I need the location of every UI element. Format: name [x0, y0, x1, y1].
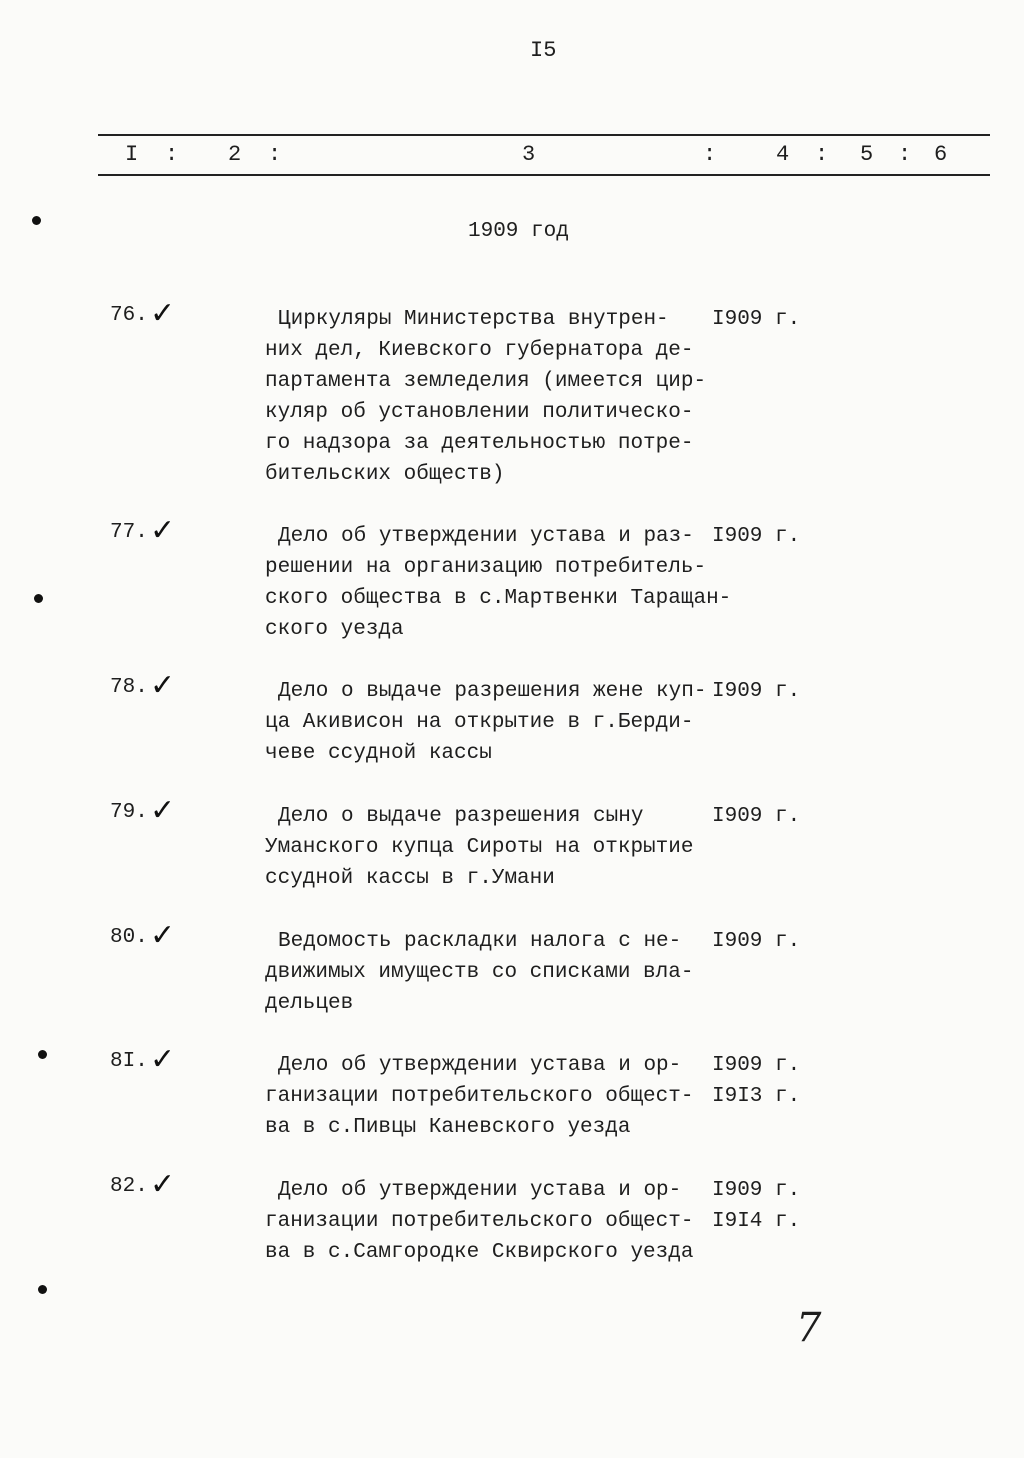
entry-dates	[712, 1050, 800, 1112]
column-separator: :	[815, 142, 829, 167]
entry-title-line: движимых имуществ со списками вла-	[265, 961, 694, 984]
checkmark-icon: ✓	[150, 296, 176, 331]
column-header-5: 5	[860, 142, 874, 167]
handwritten-sheet-number: 7	[796, 1305, 822, 1351]
entry-title	[265, 1050, 693, 1143]
checkmark-icon: ✓	[150, 918, 176, 953]
entry-title-line: ва в с.Самгородке Сквирского уезда	[265, 1241, 694, 1264]
column-header-3: 3	[522, 142, 536, 167]
punch-hole-mark	[32, 216, 41, 225]
column-header-4: 4	[776, 142, 790, 167]
entry-title-line: ца Акивисон на открытие в г.Берди-	[265, 711, 694, 734]
entry-title	[265, 1175, 693, 1268]
column-separator: :	[703, 142, 717, 167]
entry-number: 77.	[110, 521, 148, 544]
entry-title	[265, 926, 693, 1019]
column-separator: :	[268, 142, 282, 167]
entry-title-line: Дело об утверждении устава и раз-	[278, 525, 694, 548]
column-header-2: 2	[228, 142, 242, 167]
checkmark-icon: ✓	[150, 668, 176, 703]
entry-title	[265, 801, 693, 894]
entry-year: I909 г.	[712, 680, 801, 703]
entry-title-line: Уманского купца Сироты на открытие	[265, 836, 694, 859]
entry-dates	[712, 1175, 800, 1237]
punch-hole-mark	[38, 1285, 47, 1294]
entry-title-line: них дел, Киевского губернатора де-	[265, 339, 694, 362]
entry-title-line: Дело об утверждении устава и ор-	[278, 1054, 682, 1077]
checkmark-icon: ✓	[150, 1042, 176, 1077]
header-rule-top	[98, 134, 990, 136]
entry-title	[265, 676, 706, 769]
entry-title-line: Дело о выдаче разрешения сыну	[278, 805, 644, 828]
entry-number: 78.	[110, 676, 148, 699]
punch-hole-mark	[38, 1050, 47, 1059]
entry-title-line: партамента земледелия (имеется цир-	[265, 370, 707, 393]
entry-dates	[712, 676, 800, 707]
entry-year: I9I4 г.	[712, 1210, 801, 1233]
entry-year: I909 г.	[712, 930, 801, 953]
entry-title	[265, 304, 706, 490]
entry-title-line: Дело об утверждении устава и ор-	[278, 1179, 682, 1202]
entry-title-line: ганизации потребительского общест-	[265, 1210, 694, 1233]
checkmark-icon: ✓	[150, 1167, 176, 1202]
entry-number: 82.	[110, 1175, 148, 1198]
entry-dates	[712, 801, 800, 832]
entry-year: I909 г.	[712, 308, 801, 331]
entry-title-line: ганизации потребительского общест-	[265, 1085, 694, 1108]
column-header-6: 6	[934, 142, 948, 167]
entry-title-line: ссудной кассы в г.Умани	[265, 867, 555, 890]
punch-hole-mark	[34, 594, 43, 603]
column-separator: :	[165, 142, 179, 167]
entry-number: 79.	[110, 801, 148, 824]
entry-title-line: ского общества в с.Мартвенки Таращан-	[265, 587, 732, 610]
entry-title-line: Ведомость раскладки налога с не-	[278, 930, 682, 953]
page-number: I5	[530, 38, 557, 63]
entry-number: 76.	[110, 304, 148, 327]
entry-title-line: Циркуляры Министерства внутрен-	[278, 308, 669, 331]
entry-title-line: решении на организацию потребитель-	[265, 556, 707, 579]
entry-year: I909 г.	[712, 1179, 801, 1202]
entry-dates	[712, 521, 800, 552]
entry-title-line: дельцев	[265, 992, 354, 1015]
entry-year: I909 г.	[712, 1054, 801, 1077]
entry-year: I9I3 г.	[712, 1085, 801, 1108]
entry-year: I909 г.	[712, 525, 801, 548]
entry-title	[265, 521, 731, 645]
entry-dates	[712, 304, 800, 335]
entry-title-line: го надзора за деятельностью потре-	[265, 432, 694, 455]
checkmark-icon: ✓	[150, 793, 176, 828]
entry-title-line: Дело о выдаче разрешения жене куп-	[278, 680, 707, 703]
entry-year: I909 г.	[712, 805, 801, 828]
column-header-1: I	[125, 142, 139, 167]
entry-number: 80.	[110, 926, 148, 949]
entry-number: 8I.	[110, 1050, 148, 1073]
entry-title-line: чеве ссудной кассы	[265, 742, 492, 765]
entry-dates	[712, 926, 800, 957]
year-heading: 1909 год	[468, 220, 569, 243]
entry-title-line: куляр об установлении политическо-	[265, 401, 694, 424]
entry-title-line: ва в с.Пивцы Каневского уезда	[265, 1116, 631, 1139]
header-rule-bottom	[98, 174, 990, 176]
entry-title-line: бительских обществ)	[265, 463, 505, 486]
column-separator: :	[898, 142, 912, 167]
checkmark-icon: ✓	[150, 513, 176, 548]
entry-title-line: ского уезда	[265, 618, 404, 641]
